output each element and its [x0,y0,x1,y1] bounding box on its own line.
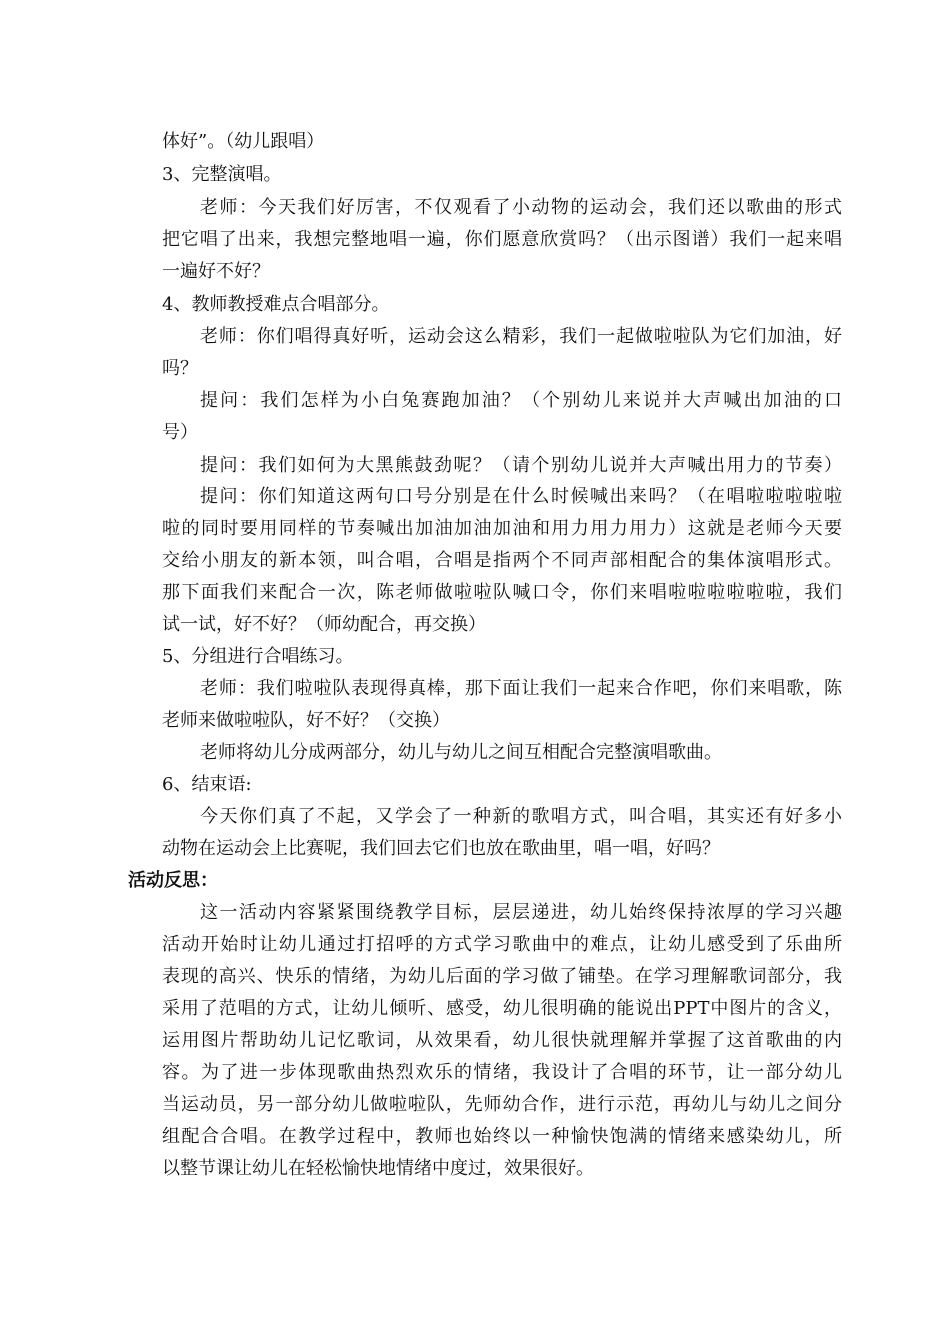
text-line: 体好”。（幼儿跟唱） [162,131,325,152]
text-line: 老师：今天我们好厉害，不仅观看了小动物的运动会，我们还以歌曲的形式 [200,197,842,218]
text-line: 老师将幼儿分成两部分，幼儿与幼儿之间互相配合完整演唱歌曲。 [200,742,722,763]
text-line: 采用了范唱的方式，让幼儿倾听、感受，幼儿很明确的能说出PPT中图片的含义， [162,998,842,1019]
text-line: 当运动员，另一部分幼儿做啦啦队，先师幼合作，进行示范，再幼儿与幼儿之间分 [162,1094,842,1115]
text-line: 吗？ [162,358,198,379]
text-line: 把它唱了出来，我想完整地唱一遍，你们愿意欣赏吗？（出示图谱）我们一起来唱 [162,229,842,250]
text-line: 活动开始时让幼儿通过打招呼的方式学习歌曲中的难点，让幼儿感受到了乐曲所 [162,934,842,955]
text-line: 交给小朋友的新本领，叫合唱，合唱是指两个不同声部相配合的集体演唱形式。 [162,550,842,571]
text-line: 今天你们真了不起，又学会了一种新的歌唱方式，叫合唱，其实还有好多小 [200,806,842,827]
text-line: 表现的高兴、快乐的情绪，为幼儿后面的学习做了铺垫。在学习理解歌词部分，我 [162,966,842,987]
text-line: 号） [162,422,198,443]
text-line: 组配合合唱。在教学过程中，教师也始终以一种愉快饱满的情绪来感染幼儿，所 [162,1126,842,1147]
reflection-heading: 活动反思： [128,870,218,891]
text-line: 一遍好不好？ [162,261,270,282]
text-line: 老师：你们唱得真好听，运动会这么精彩，我们一起做啦啦队为它们加油，好 [200,326,842,347]
section-heading-5: 5、分组进行合唱练习。 [162,646,354,667]
text-line: 试一试，好不好？（师幼配合，再交换） [162,614,486,635]
text-line: 啦的同时要用同样的节奏喊出加油加油加油和用力用力用力）这就是老师今天要 [162,518,842,539]
text-line: 提问：我们如何为大黑熊鼓劲呢？（请个别幼儿说并大声喊出用力的节奏） [200,455,842,476]
text-line: 运用图片帮助幼儿记忆歌词，从效果看，幼儿很快就理解并掌握了这首歌曲的内 [162,1030,842,1051]
section-heading-6: 6、结束语: [162,774,252,795]
section-heading-3: 3、完整演唱。 [162,164,282,185]
text-line: 老师来做啦啦队，好不好？（交换） [162,710,450,731]
section-heading-4: 4、教师教授难点合唱部分。 [162,294,390,315]
text-line: 这一活动内容紧紧围绕教学目标，层层递进，幼儿始终保持浓厚的学习兴趣 [200,902,842,923]
text-line: 提问：我们怎样为小白兔赛跑加油？（个别幼儿来说并大声喊出加油的口 [200,390,842,411]
text-line: 提问：你们知道这两句口号分别是在什么时候喊出来吗？（在唱啦啦啦啦啦 [200,486,842,507]
text-line: 动物在运动会上比赛呢，我们回去它们也放在歌曲里，唱一唱，好吗？ [162,838,720,859]
text-line: 容。为了进一步体现歌曲热烈欢乐的情绪，我设计了合唱的环节，让一部分幼儿 [162,1062,842,1083]
text-line: 老师：我们啦啦队表现得真棒，那下面让我们一起来合作吧，你们来唱歌，陈 [200,678,842,699]
text-line: 以整节课让幼儿在轻松愉快地情绪中度过，效果很好。 [162,1158,594,1179]
text-line: 那下面我们来配合一次，陈老师做啦啦队喊口令，你们来唱啦啦啦啦啦啦，我们 [162,582,842,603]
